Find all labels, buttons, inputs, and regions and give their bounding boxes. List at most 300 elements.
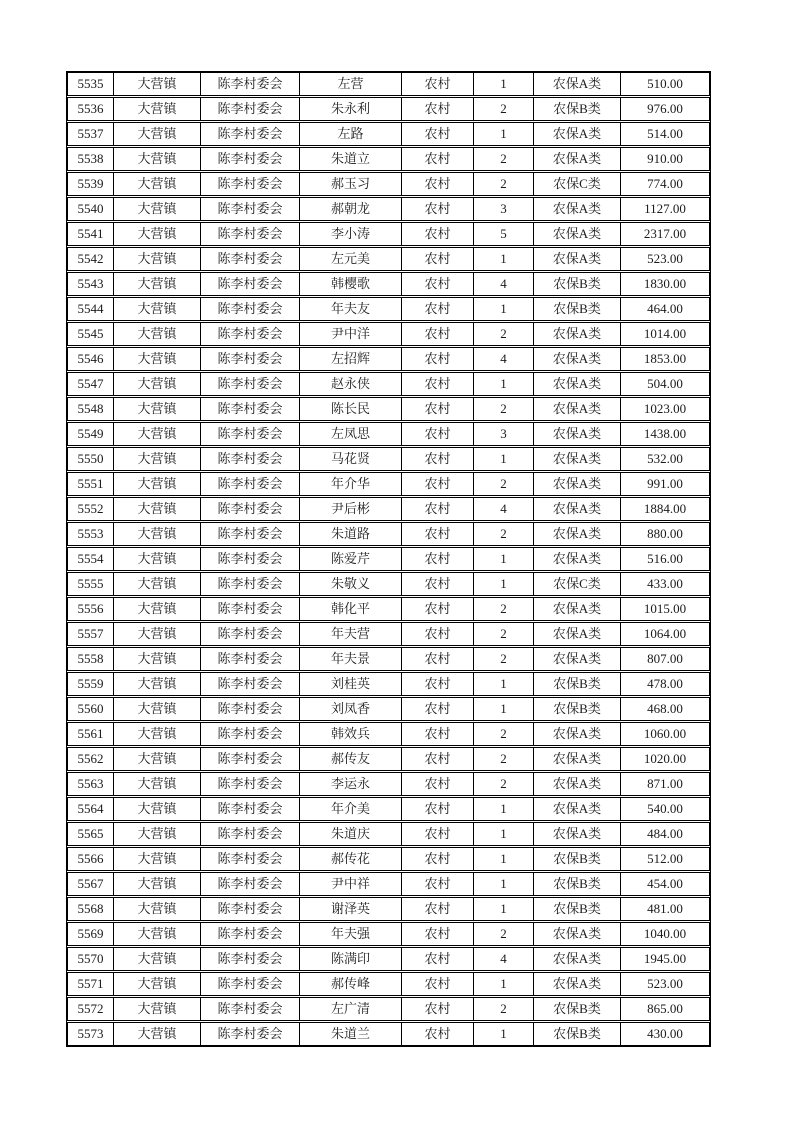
- table-cell-person-count: 4: [474, 273, 534, 295]
- table-cell-person-count: 1: [474, 823, 534, 845]
- table-cell-household-type: 农村: [402, 448, 474, 470]
- table-cell-person-count: 2: [474, 473, 534, 495]
- table-cell-person-count: 2: [474, 523, 534, 545]
- table-cell-person-name: 年介华: [300, 473, 402, 495]
- table-cell-amount: 1945.00: [643, 951, 687, 966]
- table-cell-town: 大营镇: [114, 823, 201, 845]
- table-cell-person-count: 1: [474, 1023, 534, 1045]
- table-cell-town: 大营镇: [114, 198, 201, 220]
- table-cell-amount: 504.00: [647, 376, 683, 391]
- table-cell-serial-number: 5563: [68, 773, 114, 795]
- table-cell-village-committee: 陈李村委会: [201, 623, 300, 645]
- table-cell-town: 大营镇: [114, 623, 201, 645]
- table-row: [67, 522, 710, 546]
- table-cell-insurance-category: 农保C类: [534, 573, 621, 595]
- table-row: [67, 472, 710, 496]
- table-row: [67, 697, 710, 721]
- table-cell-town: 大营镇: [114, 223, 201, 245]
- table-cell-person-name: 左营: [300, 73, 402, 95]
- table-cell-household-type: 农村: [402, 123, 474, 145]
- table-cell-insurance-category: 农保A类: [534, 323, 621, 345]
- table-cell-town: 大营镇: [114, 748, 201, 770]
- table-cell-amount: 2317.00: [643, 226, 687, 241]
- table-row: [67, 897, 710, 921]
- table-row: [67, 222, 710, 246]
- table-cell-insurance-category: 农保A类: [534, 148, 621, 170]
- table-cell-insurance-category: 农保A类: [534, 523, 621, 545]
- table-cell-amount: 774.00: [647, 176, 683, 191]
- table-cell-household-type: 农村: [402, 998, 474, 1020]
- table-cell-insurance-category: 农保A类: [534, 623, 621, 645]
- benefits-table: [66, 71, 711, 1047]
- table-cell-person-name: 刘桂英: [300, 673, 402, 695]
- table-cell-person-count: 1: [474, 673, 534, 695]
- table-cell-household-type: 农村: [402, 473, 474, 495]
- table-cell-person-count: 1: [474, 248, 534, 270]
- table-cell-person-count: 2: [474, 648, 534, 670]
- table-cell-household-type: 农村: [402, 173, 474, 195]
- table-cell-insurance-category: 农保A类: [534, 223, 621, 245]
- table-cell-town: 大营镇: [114, 98, 201, 120]
- table-cell-person-name: 左凤思: [300, 423, 402, 445]
- table-cell-amount: 430.00: [647, 1026, 683, 1041]
- table-cell-person-name: 郝玉习: [300, 173, 402, 195]
- table-cell-amount: 1884.00: [643, 501, 687, 516]
- table-cell-serial-number: 5540: [68, 198, 114, 220]
- table-cell-person-name: 谢泽英: [300, 898, 402, 920]
- table-cell-amount: 1015.00: [643, 601, 687, 616]
- table-cell-town: 大营镇: [114, 998, 201, 1020]
- table-cell-town: 大营镇: [114, 248, 201, 270]
- table-cell-household-type: 农村: [402, 398, 474, 420]
- table-cell-village-committee: 陈李村委会: [201, 448, 300, 470]
- table-cell-village-committee: 陈李村委会: [201, 348, 300, 370]
- table-cell-town: 大营镇: [114, 273, 201, 295]
- table-cell-amount: 540.00: [647, 801, 683, 816]
- table-cell-town: 大营镇: [114, 873, 201, 895]
- table-cell-amount: 464.00: [647, 301, 683, 316]
- table-cell-amount: 1127.00: [644, 201, 686, 216]
- table-cell-household-type: 农村: [402, 323, 474, 345]
- table-cell-household-type: 农村: [402, 248, 474, 270]
- table-cell-village-committee: 陈李村委会: [201, 948, 300, 970]
- table-cell-person-name: 郝传峰: [300, 973, 402, 995]
- table-row: [67, 347, 710, 371]
- table-cell-serial-number: 5557: [68, 623, 114, 645]
- table-cell-person-count: 2: [474, 323, 534, 345]
- table-cell-household-type: 农村: [402, 723, 474, 745]
- table-cell-insurance-category: 农保A类: [534, 973, 621, 995]
- table-cell-town: 大营镇: [114, 73, 201, 95]
- table-cell-insurance-category: 农保A类: [534, 123, 621, 145]
- table-cell-person-count: 4: [474, 948, 534, 970]
- table-cell-town: 大营镇: [114, 773, 201, 795]
- table-cell-household-type: 农村: [402, 973, 474, 995]
- table-cell-person-name: 朱永利: [300, 98, 402, 120]
- table-cell-household-type: 农村: [402, 923, 474, 945]
- table-cell-insurance-category: 农保A类: [534, 748, 621, 770]
- table-cell-village-committee: 陈李村委会: [201, 173, 300, 195]
- table-cell-town: 大营镇: [114, 648, 201, 670]
- table-cell-amount: 532.00: [647, 451, 683, 466]
- table-cell-person-count: 2: [474, 398, 534, 420]
- table-cell-insurance-category: 农保A类: [534, 723, 621, 745]
- table-row: [67, 422, 710, 446]
- table-cell-serial-number: 5549: [68, 423, 114, 445]
- table-cell-person-count: 2: [474, 623, 534, 645]
- table-row: [67, 1022, 710, 1046]
- table-cell-town: 大营镇: [114, 898, 201, 920]
- table-cell-person-name: 朱敬义: [300, 573, 402, 595]
- table-cell-household-type: 农村: [402, 148, 474, 170]
- table-cell-insurance-category: 农保A类: [534, 823, 621, 845]
- table-cell-village-committee: 陈李村委会: [201, 323, 300, 345]
- table-cell-village-committee: 陈李村委会: [201, 73, 300, 95]
- table-cell-town: 大营镇: [114, 948, 201, 970]
- table-cell-person-name: 年夫强: [300, 923, 402, 945]
- table-cell-person-name: 朱道立: [300, 148, 402, 170]
- table-row: [67, 197, 710, 221]
- table-cell-town: 大营镇: [114, 598, 201, 620]
- table-cell-amount: 454.00: [647, 876, 683, 891]
- table-cell-serial-number: 5537: [68, 123, 114, 145]
- table-cell-household-type: 农村: [402, 73, 474, 95]
- table-cell-village-committee: 陈李村委会: [201, 798, 300, 820]
- table-cell-household-type: 农村: [402, 773, 474, 795]
- table-cell-insurance-category: 农保A类: [534, 473, 621, 495]
- table-cell-household-type: 农村: [402, 798, 474, 820]
- table-cell-town: 大营镇: [114, 148, 201, 170]
- table-cell-amount: 1438.00: [643, 426, 687, 441]
- table-cell-village-committee: 陈李村委会: [201, 398, 300, 420]
- table-row: [67, 497, 710, 521]
- table-cell-amount: 510.00: [647, 76, 683, 91]
- table-cell-insurance-category: 农保A类: [534, 598, 621, 620]
- table-cell-town: 大营镇: [114, 323, 201, 345]
- table-cell-household-type: 农村: [402, 548, 474, 570]
- table-cell-household-type: 农村: [402, 873, 474, 895]
- table-cell-insurance-category: 农保A类: [534, 798, 621, 820]
- table-cell-person-name: 赵永侠: [300, 373, 402, 395]
- table-cell-insurance-category: 农保A类: [534, 498, 621, 520]
- table-row: [67, 647, 710, 671]
- table-cell-household-type: 农村: [402, 423, 474, 445]
- table-cell-village-committee: 陈李村委会: [201, 273, 300, 295]
- table-cell-insurance-category: 农保A类: [534, 948, 621, 970]
- table-cell-person-count: 3: [474, 423, 534, 445]
- table-row: [67, 822, 710, 846]
- table-row: [67, 872, 710, 896]
- table-row: [67, 947, 710, 971]
- table-cell-village-committee: 陈李村委会: [201, 223, 300, 245]
- table-row: [67, 622, 710, 646]
- table-cell-serial-number: 5564: [68, 798, 114, 820]
- table-row: [67, 72, 710, 96]
- table-cell-household-type: 农村: [402, 273, 474, 295]
- table-cell-insurance-category: 农保B类: [534, 873, 621, 895]
- table-cell-amount: 1040.00: [643, 926, 687, 941]
- table-cell-town: 大营镇: [114, 973, 201, 995]
- table-cell-person-name: 尹中祥: [300, 873, 402, 895]
- table-cell-insurance-category: 农保A类: [534, 923, 621, 945]
- table-cell-serial-number: 5569: [68, 923, 114, 945]
- table-cell-insurance-category: 农保B类: [534, 273, 621, 295]
- table-cell-person-name: 李运永: [300, 773, 402, 795]
- table-cell-serial-number: 5565: [68, 823, 114, 845]
- table-cell-person-name: 左元美: [300, 248, 402, 270]
- table-cell-serial-number: 5541: [68, 223, 114, 245]
- table-row: [67, 147, 710, 171]
- table-cell-village-committee: 陈李村委会: [201, 598, 300, 620]
- table-cell-serial-number: 5567: [68, 873, 114, 895]
- table-cell-serial-number: 5542: [68, 248, 114, 270]
- table-cell-town: 大营镇: [114, 448, 201, 470]
- table-cell-person-count: 4: [474, 498, 534, 520]
- table-cell-village-committee: 陈李村委会: [201, 773, 300, 795]
- table-cell-person-count: 1: [474, 548, 534, 570]
- table-cell-amount: 871.00: [647, 776, 683, 791]
- table-cell-person-name: 陈满印: [300, 948, 402, 970]
- table-cell-village-committee: 陈李村委会: [201, 548, 300, 570]
- table-cell-person-count: 2: [474, 998, 534, 1020]
- table-cell-person-name: 年夫景: [300, 648, 402, 670]
- table-cell-village-committee: 陈李村委会: [201, 473, 300, 495]
- table-cell-village-committee: 陈李村委会: [201, 648, 300, 670]
- table-cell-village-committee: 陈李村委会: [201, 723, 300, 745]
- table-cell-person-name: 马花贤: [300, 448, 402, 470]
- table-cell-amount: 865.00: [647, 1001, 683, 1016]
- table-cell-person-name: 年夫友: [300, 298, 402, 320]
- table-cell-village-committee: 陈李村委会: [201, 923, 300, 945]
- table-cell-village-committee: 陈李村委会: [201, 248, 300, 270]
- table-cell-amount: 807.00: [647, 651, 683, 666]
- table-cell-person-name: 陈爱芹: [300, 548, 402, 570]
- table-row: [67, 397, 710, 421]
- table-cell-village-committee: 陈李村委会: [201, 498, 300, 520]
- table-cell-insurance-category: 农保B类: [534, 698, 621, 720]
- table-cell-insurance-category: 农保A类: [534, 73, 621, 95]
- table-row: [67, 997, 710, 1021]
- table-cell-insurance-category: 农保A类: [534, 648, 621, 670]
- table-cell-household-type: 农村: [402, 648, 474, 670]
- table-cell-town: 大营镇: [114, 848, 201, 870]
- table-cell-person-count: 1: [474, 898, 534, 920]
- table-cell-person-count: 4: [474, 348, 534, 370]
- table-cell-household-type: 农村: [402, 598, 474, 620]
- table-row: [67, 747, 710, 771]
- table-cell-town: 大营镇: [114, 348, 201, 370]
- table-cell-amount: 484.00: [647, 826, 683, 841]
- table-cell-serial-number: 5550: [68, 448, 114, 470]
- table-cell-serial-number: 5543: [68, 273, 114, 295]
- table-cell-person-count: 3: [474, 198, 534, 220]
- table-cell-serial-number: 5539: [68, 173, 114, 195]
- table-cell-person-count: 1: [474, 448, 534, 470]
- table-cell-serial-number: 5552: [68, 498, 114, 520]
- table-cell-person-count: 1: [474, 973, 534, 995]
- table-row: [67, 847, 710, 871]
- table-cell-person-count: 1: [474, 73, 534, 95]
- table-cell-village-committee: 陈李村委会: [201, 1023, 300, 1045]
- table-cell-village-committee: 陈李村委会: [201, 123, 300, 145]
- table-cell-town: 大营镇: [114, 423, 201, 445]
- table-cell-town: 大营镇: [114, 473, 201, 495]
- table-cell-person-count: 2: [474, 598, 534, 620]
- table-cell-town: 大营镇: [114, 298, 201, 320]
- table-cell-town: 大营镇: [114, 523, 201, 545]
- table-cell-household-type: 农村: [402, 1023, 474, 1045]
- table-cell-amount: 481.00: [647, 901, 683, 916]
- table-cell-village-committee: 陈李村委会: [201, 673, 300, 695]
- table-cell-amount: 880.00: [647, 526, 683, 541]
- table-cell-village-committee: 陈李村委会: [201, 523, 300, 545]
- table-cell-person-count: 2: [474, 148, 534, 170]
- table-cell-person-name: 尹后彬: [300, 498, 402, 520]
- table-cell-person-name: 韩效兵: [300, 723, 402, 745]
- table-cell-town: 大营镇: [114, 698, 201, 720]
- table-cell-serial-number: 5562: [68, 748, 114, 770]
- table-cell-insurance-category: 农保B类: [534, 998, 621, 1020]
- table-cell-village-committee: 陈李村委会: [201, 898, 300, 920]
- table-cell-household-type: 农村: [402, 298, 474, 320]
- table-row: [67, 922, 710, 946]
- table-cell-insurance-category: 农保B类: [534, 98, 621, 120]
- table-cell-amount: 478.00: [647, 676, 683, 691]
- table-cell-person-name: 年夫营: [300, 623, 402, 645]
- table-cell-household-type: 农村: [402, 373, 474, 395]
- table-cell-village-committee: 陈李村委会: [201, 998, 300, 1020]
- table-cell-person-name: 郝传友: [300, 748, 402, 770]
- table-row: [67, 772, 710, 796]
- table-cell-person-count: 2: [474, 98, 534, 120]
- table-cell-village-committee: 陈李村委会: [201, 198, 300, 220]
- table-cell-person-count: 1: [474, 123, 534, 145]
- table-row: [67, 172, 710, 196]
- table-row: [67, 447, 710, 471]
- table-cell-person-name: 尹中洋: [300, 323, 402, 345]
- table-cell-amount: 1020.00: [643, 751, 687, 766]
- table-row: [67, 322, 710, 346]
- table-cell-serial-number: 5566: [68, 848, 114, 870]
- table-cell-insurance-category: 农保A类: [534, 398, 621, 420]
- table-cell-serial-number: 5572: [68, 998, 114, 1020]
- table-cell-town: 大营镇: [114, 173, 201, 195]
- table-cell-amount: 991.00: [647, 476, 683, 491]
- table-cell-village-committee: 陈李村委会: [201, 823, 300, 845]
- table-cell-serial-number: 5559: [68, 673, 114, 695]
- table-cell-person-name: 朱道路: [300, 523, 402, 545]
- table-cell-person-count: 1: [474, 298, 534, 320]
- table-cell-person-name: 左广清: [300, 998, 402, 1020]
- table-cell-person-name: 朱道兰: [300, 1023, 402, 1045]
- table-cell-amount: 1023.00: [643, 401, 687, 416]
- table-cell-amount: 1853.00: [643, 351, 687, 366]
- table-cell-village-committee: 陈李村委会: [201, 423, 300, 445]
- table-cell-village-committee: 陈李村委会: [201, 98, 300, 120]
- table-cell-person-name: 李小涛: [300, 223, 402, 245]
- table-row: [67, 972, 710, 996]
- table-cell-town: 大营镇: [114, 498, 201, 520]
- table-cell-person-name: 陈长民: [300, 398, 402, 420]
- table-cell-household-type: 农村: [402, 748, 474, 770]
- table-cell-amount: 523.00: [647, 976, 683, 991]
- table-cell-serial-number: 5555: [68, 573, 114, 595]
- table-cell-person-name: 刘凤香: [300, 698, 402, 720]
- table-cell-person-count: 2: [474, 748, 534, 770]
- table-cell-village-committee: 陈李村委会: [201, 848, 300, 870]
- table-cell-insurance-category: 农保A类: [534, 423, 621, 445]
- table-cell-insurance-category: 农保A类: [534, 548, 621, 570]
- table-cell-household-type: 农村: [402, 98, 474, 120]
- table-cell-village-committee: 陈李村委会: [201, 298, 300, 320]
- table-cell-household-type: 农村: [402, 698, 474, 720]
- table-cell-household-type: 农村: [402, 348, 474, 370]
- table-cell-village-committee: 陈李村委会: [201, 973, 300, 995]
- table-cell-town: 大营镇: [114, 923, 201, 945]
- table-row: [67, 572, 710, 596]
- table-cell-household-type: 农村: [402, 223, 474, 245]
- table-cell-household-type: 农村: [402, 673, 474, 695]
- table-cell-serial-number: 5538: [68, 148, 114, 170]
- table-cell-person-name: 韩樱歌: [300, 273, 402, 295]
- table-cell-household-type: 农村: [402, 198, 474, 220]
- table-cell-person-count: 1: [474, 848, 534, 870]
- table-cell-person-count: 1: [474, 873, 534, 895]
- table-cell-town: 大营镇: [114, 573, 201, 595]
- table-cell-serial-number: 5568: [68, 898, 114, 920]
- table-cell-person-name: 郝朝龙: [300, 198, 402, 220]
- table-cell-insurance-category: 农保A类: [534, 198, 621, 220]
- table-cell-serial-number: 5561: [68, 723, 114, 745]
- table-cell-amount: 512.00: [647, 851, 683, 866]
- table-cell-serial-number: 5551: [68, 473, 114, 495]
- table-cell-amount: 433.00: [647, 576, 683, 591]
- table-cell-serial-number: 5560: [68, 698, 114, 720]
- table-cell-serial-number: 5544: [68, 298, 114, 320]
- table-cell-serial-number: 5570: [68, 948, 114, 970]
- table-cell-person-count: 2: [474, 923, 534, 945]
- table-cell-serial-number: 5558: [68, 648, 114, 670]
- table-cell-village-committee: 陈李村委会: [201, 148, 300, 170]
- table-cell-serial-number: 5573: [68, 1023, 114, 1045]
- table-cell-serial-number: 5548: [68, 398, 114, 420]
- table-cell-village-committee: 陈李村委会: [201, 698, 300, 720]
- table-cell-person-count: 1: [474, 798, 534, 820]
- table-cell-town: 大营镇: [114, 798, 201, 820]
- table-cell-person-count: 1: [474, 373, 534, 395]
- table-cell-person-name: 郝传花: [300, 848, 402, 870]
- table-cell-household-type: 农村: [402, 573, 474, 595]
- table-cell-amount: 976.00: [647, 101, 683, 116]
- table-row: [67, 597, 710, 621]
- table-cell-insurance-category: 农保A类: [534, 373, 621, 395]
- table-cell-town: 大营镇: [114, 673, 201, 695]
- table-cell-village-committee: 陈李村委会: [201, 873, 300, 895]
- table-row: [67, 372, 710, 396]
- table-cell-household-type: 农村: [402, 823, 474, 845]
- table-cell-town: 大营镇: [114, 123, 201, 145]
- table-cell-amount: 1060.00: [643, 726, 687, 741]
- table-row: [67, 272, 710, 296]
- table-cell-serial-number: 5547: [68, 373, 114, 395]
- table-row: [67, 247, 710, 271]
- table-cell-person-count: 2: [474, 723, 534, 745]
- table-cell-household-type: 农村: [402, 498, 474, 520]
- table-cell-insurance-category: 农保A类: [534, 348, 621, 370]
- table-row: [67, 547, 710, 571]
- table-cell-household-type: 农村: [402, 523, 474, 545]
- table-cell-insurance-category: 农保C类: [534, 173, 621, 195]
